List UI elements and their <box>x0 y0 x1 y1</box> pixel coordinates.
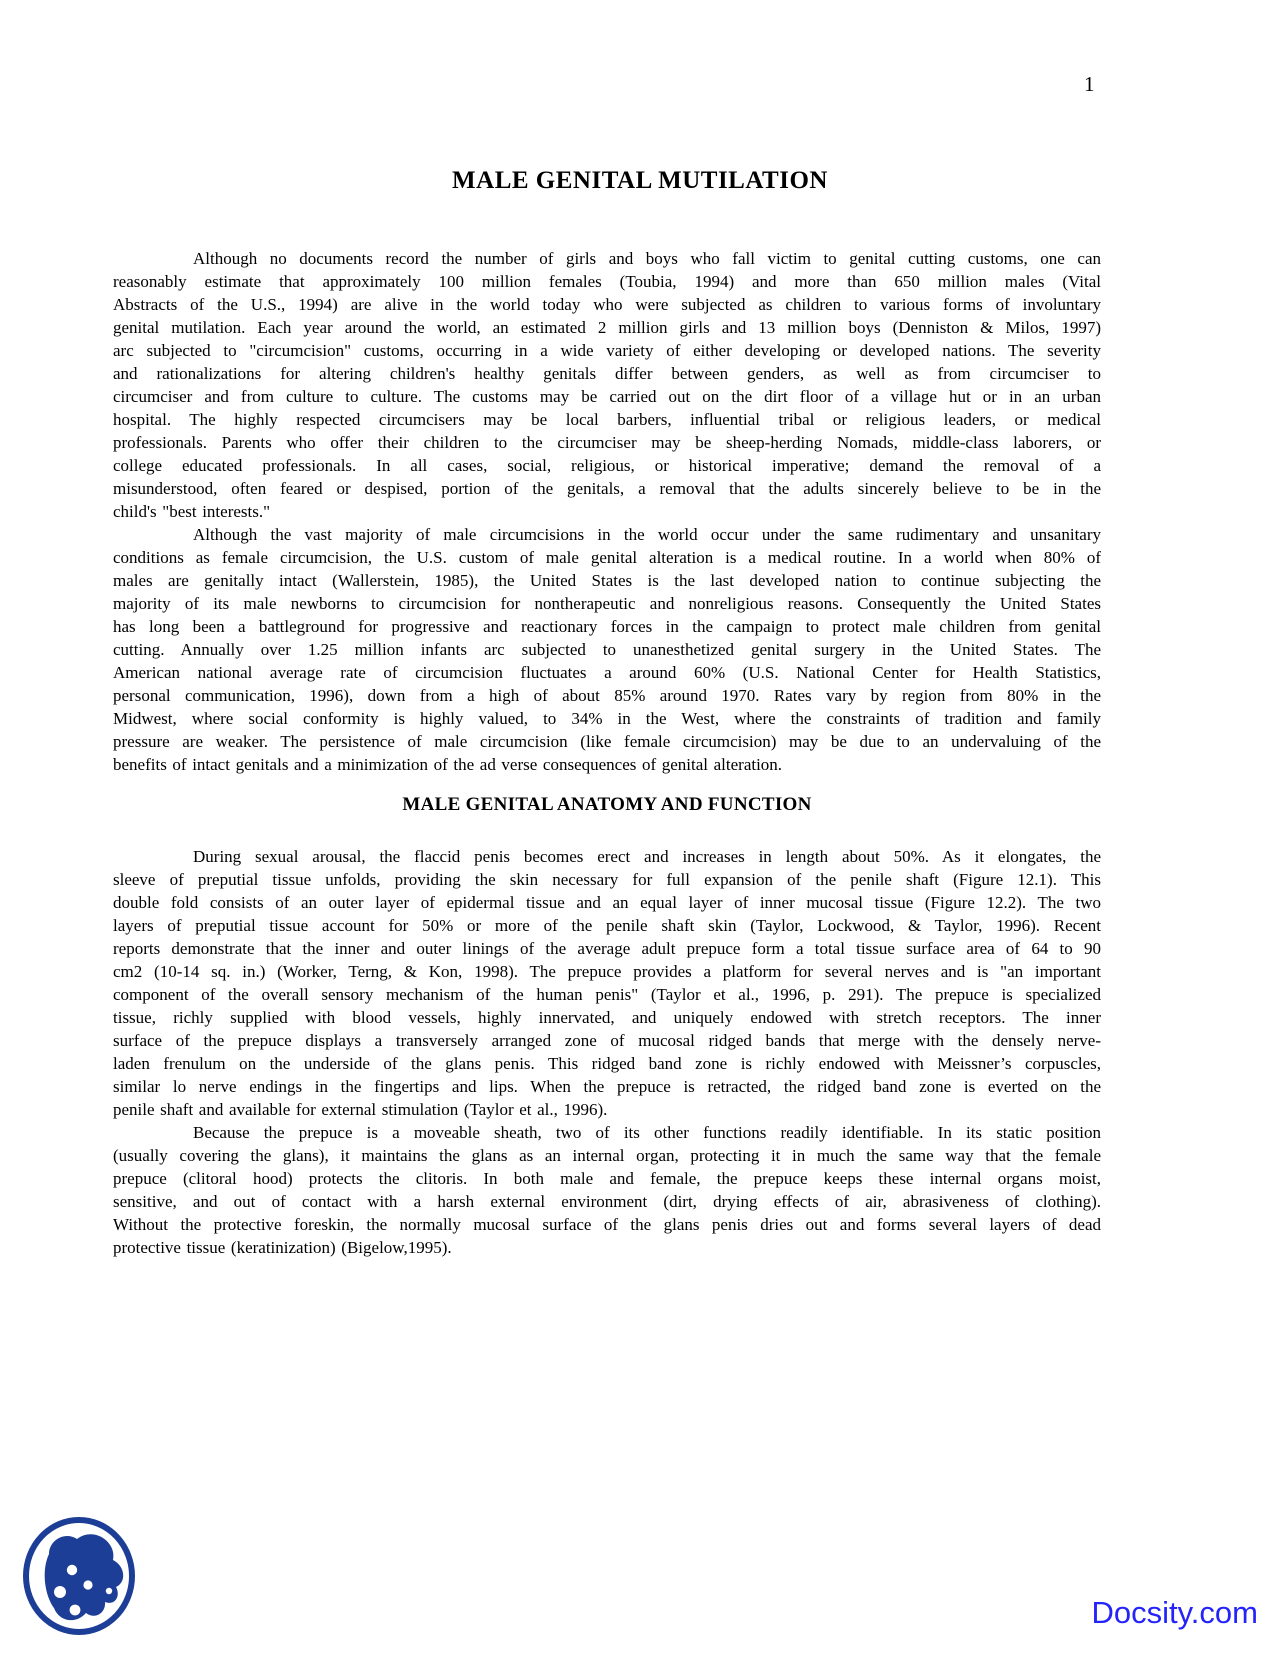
text-line: misunderstood, often feared or despised, portion of the genitals, a removal that the adults sincerely believe to be in the <box>113 479 1101 498</box>
paragraph <box>113 247 1101 523</box>
text-line: Although the vast majority of male circumcisions in the world occur under the same rudimentary and unsanitary <box>193 525 1101 544</box>
text-line: surface of the prepuce displays a transversely arranged zone of mucosal ridged bands that merge with the densely nerve- <box>113 1031 1101 1050</box>
text-line: prepuce (clitoral hood) protects the clitoris. In both male and female, the prepuce keeps these internal organs moist, <box>113 1169 1101 1188</box>
text-line: benefits of intact genitals and a minimization of the ad verse consequences of genital alteration. <box>113 755 783 774</box>
text-line: professionals. Parents who offer their children to the circumciser may be sheep-herding Nomads, middle-class laborers, or <box>113 433 1101 452</box>
text-line: sleeve of preputial tissue unfolds, providing the skin necessary for full expansion of the penile shaft (Figure 12.1). This <box>113 870 1101 889</box>
text-line: double fold consists of an outer layer of epidermal tissue and an equal layer of inner mucosal tissue (Figure 12.2). The two <box>113 893 1101 912</box>
text-line: has long been a battleground for progressive and reactionary forces in the campaign to protect male children from genital <box>113 617 1101 636</box>
text-line: conditions as female circumcision, the U.S. custom of male genital alteration is a medical routine. In a world when 80% of <box>113 548 1101 567</box>
text-line: reports demonstrate that the inner and outer linings of the average adult prepuce form a total tissue surface area of 64 to 90 <box>113 939 1101 958</box>
paragraph <box>113 845 1101 1121</box>
text-line: reasonably estimate that approximately 100 million females (Toubia, 1994) and more than 650 million males (Vital <box>113 272 1101 291</box>
text-line: arc subjected to "circumcision" customs, occurring in a wide variety of either developing or developed nations. The severity <box>113 341 1101 360</box>
text-line: American national average rate of circumcision fluctuates a around 60% (U.S. National Center for Health Statistics, <box>113 663 1101 682</box>
document-body <box>113 247 1101 1259</box>
text-line: Because the prepuce is a moveable sheath, two of its other functions readily identifiable. In its static position <box>193 1123 1101 1142</box>
text-line: sensitive, and out of contact with a harsh external environment (dirt, drying effects of air, abrasiveness of clothing). <box>113 1192 1101 1211</box>
text-line: genital mutilation. Each year around the world, an estimated 2 million girls and 13 million boys (Denniston & Milos, 1997) <box>113 318 1101 337</box>
text-line: cutting. Annually over 1.25 million infants arc subjected to unanesthetized genital surgery in the United States. The <box>113 640 1101 659</box>
text-line: layers of preputial tissue account for 50% or more of the penile shaft skin (Taylor, Lockwood, & Taylor, 1996). Recent <box>113 916 1101 935</box>
text-line: majority of its male newborns to circumcision for nontherapeutic and nonreligious reasons. Consequently the United States <box>113 594 1101 613</box>
docsity-logo-icon <box>22 1516 136 1636</box>
text-line: (usually covering the glans), it maintains the glans as an internal organ, protecting it in much the same way that the female <box>113 1146 1101 1165</box>
text-line: laden frenulum on the underside of the glans penis. This ridged band zone is richly endowed with Meissner’s corpuscles, <box>113 1054 1101 1073</box>
text-line: protective tissue (keratinization) (Bigelow,1995). <box>113 1238 452 1257</box>
text-line: Although no documents record the number of girls and boys who fall victim to genital cutting customs, one can <box>193 249 1101 268</box>
text-line: personal communication, 1996), down from a high of about 85% around 1970. Rates vary by region from 80% in the <box>113 686 1101 705</box>
text-line: circumciser and from culture to culture. The customs may be carried out on the dirt floor of a village hut or in an urban <box>113 387 1101 406</box>
text-line: penile shaft and available for external stimulation (Taylor et al., 1996). <box>113 1100 608 1119</box>
text-line: child's "best interests." <box>113 502 271 521</box>
text-line: cm2 (10-14 sq. in.) (Worker, Terng, & Kon, 1998). The prepuce provides a platform for several nerves and is "an important <box>113 962 1101 981</box>
text-line: During sexual arousal, the flaccid penis becomes erect and increases in length about 50%. As it elongates, the <box>193 847 1101 866</box>
paragraph <box>113 523 1101 776</box>
text-line: similar lo nerve endings in the fingertips and lips. When the prepuce is retracted, the ridged band zone is everted on the <box>113 1077 1101 1096</box>
text-line: college educated professionals. In all cases, social, religious, or historical imperative; demand the removal of a <box>113 456 1101 475</box>
text-line: males are genitally intact (Wallerstein, 1985), the United States is the last developed nation to continue subjecting the <box>113 571 1101 590</box>
docsity-watermark: Docsity.com <box>1091 1595 1258 1630</box>
text-line: Abstracts of the U.S., 1994) are alive in the world today who were subjected as children to various forms of involuntary <box>113 295 1101 314</box>
text-line: pressure are weaker. The persistence of male circumcision (like female circumcision) may be due to an undervaluing of the <box>113 732 1101 751</box>
section-heading: MALE GENITAL ANATOMY AND FUNCTION <box>402 794 812 815</box>
paragraph <box>113 1121 1101 1259</box>
document-title: MALE GENITAL MUTILATION <box>452 167 828 194</box>
text-line: and rationalizations for altering children's healthy genitals differ between genders, as well as from circumciser to <box>113 364 1101 383</box>
text-line: hospital. The highly respected circumcisers may be local barbers, influential tribal or religious leaders, or medical <box>113 410 1101 429</box>
text-line: tissue, richly supplied with blood vessels, highly innervated, and uniquely endowed with stretch receptors. The inner <box>113 1008 1101 1027</box>
page-number: 1 <box>1084 72 1095 96</box>
text-line: component of the overall sensory mechanism of the human penis" (Taylor et al., 1996, p. 291). The prepuce is specialized <box>113 985 1101 1004</box>
text-line: Without the protective foreskin, the normally mucosal surface of the glans penis dries out and forms several layers of dead <box>113 1215 1101 1234</box>
text-line: Midwest, where social conformity is highly valued, to 34% in the West, where the constraints of tradition and family <box>113 709 1101 728</box>
